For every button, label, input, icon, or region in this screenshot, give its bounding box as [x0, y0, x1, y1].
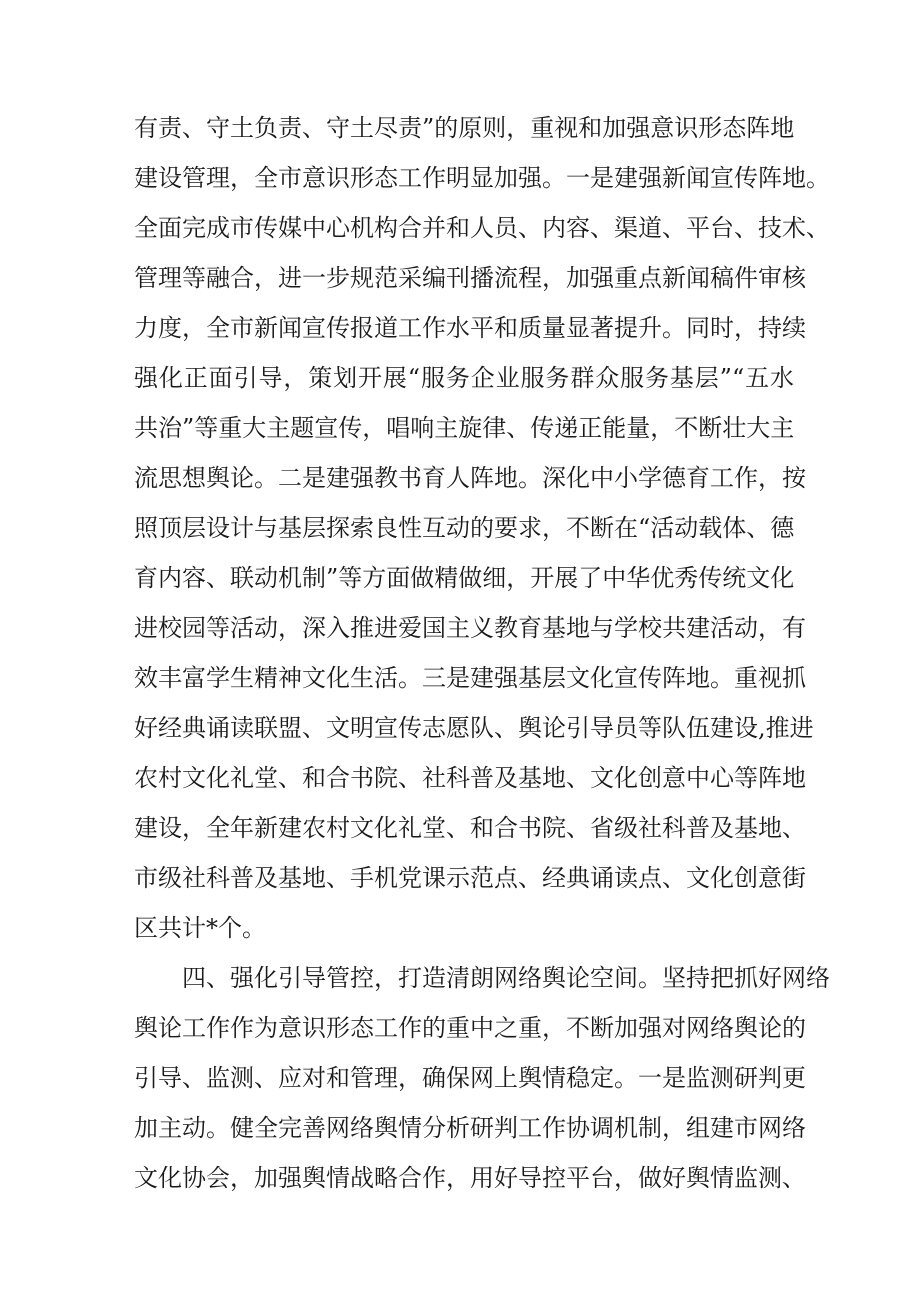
text-line-17: 区共计*个。: [134, 914, 266, 942]
text-line-2: 建设管理，全市意识形态工作明显加强。一是建强新闻宣传阵地。: [134, 164, 830, 192]
text-line-6: 强化正面引导，策划开展“服务企业服务群众服务基层”“五水: [134, 364, 794, 392]
text-line-21: 加主动。健全完善网络舆情分析研判工作协调机制，组建市网络: [134, 1114, 806, 1142]
paragraph-heading-line: 四、强化引导管控，打造清朗网络舆论空间。坚持把抓好网络: [182, 964, 830, 992]
text-line-20: 引导、监测、应对和管理，确保网上舆情稳定。一是监测研判更: [134, 1064, 806, 1092]
text-line-1: 有责、守土负责、守土尽责”的原则，重视和加强意识形态阵地: [134, 114, 795, 142]
text-line-19: 舆论工作作为意识形态工作的重中之重，不断加强对网络舆论的: [134, 1014, 806, 1042]
text-line-3: 全面完成市传媒中心机构合并和人员、内容、渠道、平台、技术、: [134, 214, 830, 242]
text-line-16: 市级社科普及基地、手机党课示范点、经典诵读点、文化创意街: [134, 864, 806, 892]
text-line-5: 力度，全市新闻宣传报道工作水平和质量显著提升。同时，持续: [134, 314, 806, 342]
text-line-13: 好经典诵读联盟、文明宣传志愿队、舆论引导员等队伍建设,推进: [134, 714, 814, 742]
text-line-15: 建设，全年新建农村文化礼堂、和合书院、省级社科普及基地、: [134, 814, 806, 842]
text-line-4: 管理等融合，进一步规范采编刊播流程，加强重点新闻稿件审核: [134, 264, 806, 292]
text-line-10: 育内容、联动机制”等方面做精做细，开展了中华优秀传统文化: [134, 564, 795, 592]
text-line-9: 照顶层设计与基层探索良性互动的要求，不断在“活动载体、德: [134, 514, 795, 542]
text-line-14: 农村文化礼堂、和合书院、社科普及基地、文化创意中心等阵地: [134, 764, 806, 792]
text-line-11: 进校园等活动，深入推进爱国主义教育基地与学校共建活动，有: [134, 614, 806, 642]
text-line-22: 文化协会，加强舆情战略合作，用好导控平台，做好舆情监测、: [134, 1164, 806, 1192]
text-line-12: 效丰富学生精神文化生活。三是建强基层文化宣传阵地。重视抓: [134, 664, 806, 692]
text-line-7: 共治”等重大主题宣传，唱响主旋律、传递正能量，不断壮大主: [134, 414, 795, 442]
text-line-8: 流思想舆论。二是建强教书育人阵地。深化中小学德育工作，按: [134, 464, 806, 492]
